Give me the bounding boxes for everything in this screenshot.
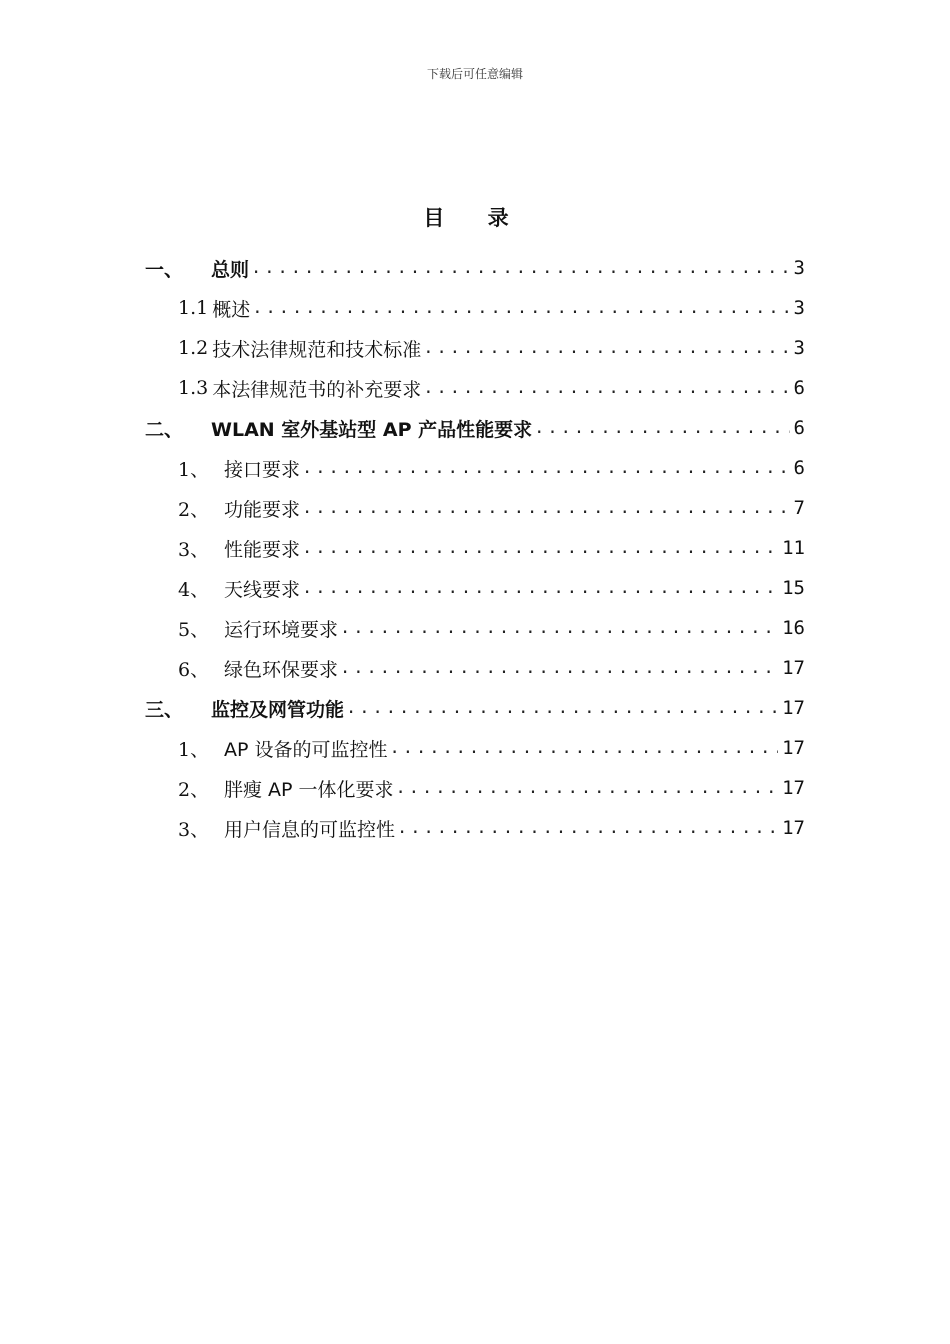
toc-entry-number: 1.1 bbox=[178, 297, 209, 319]
toc-entry-page: 17 bbox=[782, 737, 805, 759]
toc-entry-number: 3、 bbox=[178, 818, 210, 841]
toc-entry-number: 三、 bbox=[145, 698, 184, 721]
toc-entry-title: 性能要求 bbox=[224, 538, 301, 561]
toc-entry[interactable] bbox=[0, 768, 950, 808]
toc-dot-leader bbox=[396, 778, 779, 798]
toc-entry-title: 监控及网管功能 bbox=[211, 698, 345, 721]
toc-entry-number: 1、 bbox=[178, 458, 210, 481]
toc-entry[interactable] bbox=[0, 328, 950, 368]
toc-entry-page: 11 bbox=[782, 537, 805, 559]
toc-dot-leader bbox=[302, 498, 790, 518]
toc-dot-leader bbox=[346, 698, 778, 718]
toc-dot-leader bbox=[423, 338, 789, 358]
toc-entry-number: 4、 bbox=[178, 578, 210, 601]
toc-entry-number: 6、 bbox=[178, 658, 210, 681]
toc-entry-title: 接口要求 bbox=[224, 458, 301, 481]
toc-entry[interactable] bbox=[0, 288, 950, 328]
toc-entry[interactable] bbox=[0, 408, 950, 448]
toc-entry-number: 二、 bbox=[145, 418, 184, 441]
toc-dot-leader bbox=[302, 578, 778, 598]
toc-entry[interactable] bbox=[0, 808, 950, 848]
toc-entry-title: 总则 bbox=[211, 258, 250, 281]
toc-dot-leader bbox=[302, 538, 778, 558]
toc-dot-leader bbox=[340, 658, 778, 678]
toc-entry[interactable] bbox=[0, 648, 950, 688]
toc-entry-number: 一、 bbox=[145, 258, 184, 281]
toc-dot-leader bbox=[302, 458, 790, 478]
toc-entry-title: AP 设备的可监控性 bbox=[224, 738, 388, 761]
toc-entry-page: 17 bbox=[782, 777, 805, 799]
toc-entry-number: 1.3 bbox=[178, 377, 209, 399]
toc-entry[interactable] bbox=[0, 448, 950, 488]
toc-title: 目 录 bbox=[423, 206, 527, 230]
toc-entry-title: 技术法律规范和技术标准 bbox=[212, 338, 422, 361]
toc-entry-page: 6 bbox=[793, 457, 805, 479]
toc-entry-title: WLAN 室外基站型 AP 产品性能要求 bbox=[211, 418, 533, 441]
toc-entry-number: 5、 bbox=[178, 618, 210, 641]
toc-entry-title: 胖瘦 AP 一体化要求 bbox=[224, 778, 394, 801]
toc-entry[interactable] bbox=[0, 568, 950, 608]
toc-entry-number: 1、 bbox=[178, 738, 210, 761]
toc-entry-number: 2、 bbox=[178, 498, 210, 521]
toc-entry-page: 7 bbox=[793, 497, 805, 519]
toc-entry-title: 功能要求 bbox=[224, 498, 301, 521]
toc-entry-title: 运行环境要求 bbox=[224, 618, 339, 641]
toc-entry-title: 用户信息的可监控性 bbox=[224, 818, 396, 841]
toc-entry[interactable] bbox=[0, 608, 950, 648]
toc-entry-page: 17 bbox=[782, 657, 805, 679]
toc-entry-page: 3 bbox=[793, 337, 805, 359]
toc-entry-page: 15 bbox=[782, 577, 805, 599]
toc-dot-leader bbox=[397, 818, 778, 838]
toc-entry[interactable] bbox=[0, 528, 950, 568]
toc-dot-leader bbox=[423, 378, 789, 398]
toc-entry[interactable] bbox=[0, 688, 950, 728]
toc-entry[interactable] bbox=[0, 248, 950, 288]
toc-entry-title: 天线要求 bbox=[224, 578, 301, 601]
toc-entry-title: 本法律规范书的补充要求 bbox=[212, 378, 422, 401]
toc-dot-leader bbox=[390, 738, 779, 758]
toc-entry-page: 3 bbox=[793, 297, 805, 319]
toc-dot-leader bbox=[534, 418, 789, 438]
toc-entry-page: 6 bbox=[793, 417, 805, 439]
toc-entry-page: 17 bbox=[782, 697, 805, 719]
toc-entry-number: 3、 bbox=[178, 538, 210, 561]
toc-entry-page: 17 bbox=[782, 817, 805, 839]
toc-entry-page: 3 bbox=[793, 257, 805, 279]
toc-entry-page: 6 bbox=[793, 377, 805, 399]
toc-dot-leader bbox=[252, 298, 789, 318]
toc-entry-number: 2、 bbox=[178, 778, 210, 801]
toc-entry[interactable] bbox=[0, 728, 950, 768]
toc-entry-title: 概述 bbox=[212, 298, 251, 321]
page-header-note: 下载后可任意编辑 bbox=[426, 67, 523, 81]
toc-entry-page: 16 bbox=[782, 617, 805, 639]
toc-dot-leader bbox=[251, 258, 790, 278]
toc-entry[interactable] bbox=[0, 488, 950, 528]
toc-dot-leader bbox=[340, 618, 778, 638]
toc-entry[interactable] bbox=[0, 368, 950, 408]
toc-entry-number: 1.2 bbox=[178, 337, 209, 359]
table-of-contents bbox=[0, 248, 950, 848]
toc-entry-title: 绿色环保要求 bbox=[224, 658, 339, 681]
